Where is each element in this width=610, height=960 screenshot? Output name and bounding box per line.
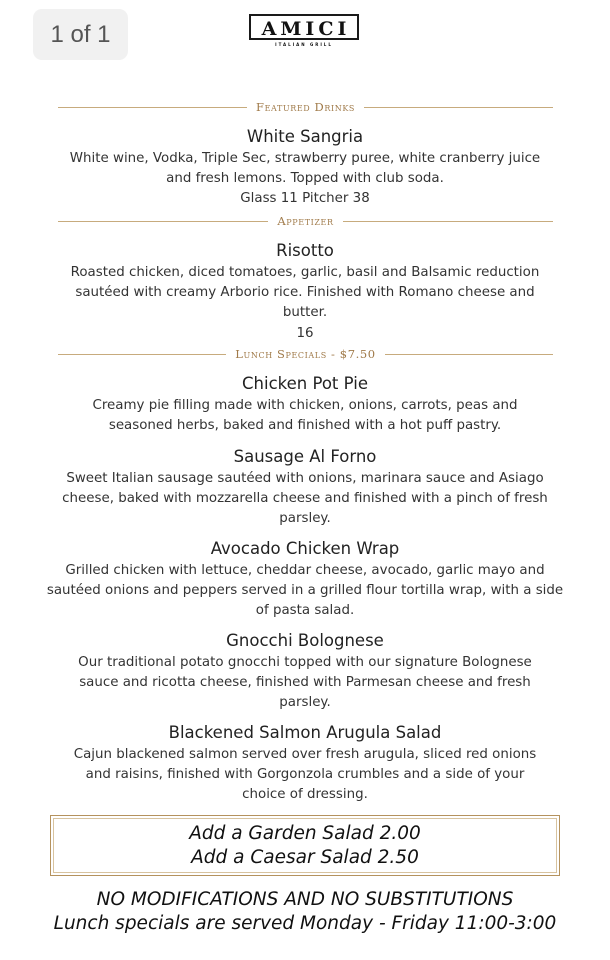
lunch-item — [40, 721, 570, 806]
item-description: Creamy pie filling made with chicken, onions, carrots, peas and seasoned herbs, baked and finished with a hot puff pastry. — [92, 398, 518, 434]
item-name: Blackened Salmon Arugula Salad — [168, 723, 442, 742]
divider-line — [385, 354, 553, 355]
item-description: Cajun blackened salmon served over fresh arugula, sliced red onions and raisins, finished with Gorgonzola crumbles and a side of your choice of dressing. — [73, 747, 537, 803]
item-description: Our traditional potato gnocchi topped with our signature Bolognese sauce and ricotta cheese, finished with Parmesan cheese and fresh parsley. — [78, 655, 532, 711]
salad-addon-box — [50, 815, 560, 876]
item-name: Gnocchi Bolognese — [226, 631, 384, 650]
page-indicator-text: 1 of 1 — [50, 20, 111, 48]
no-substitutions-notice: NO MODIFICATIONS AND NO SUBSTITUTIONS — [96, 889, 514, 910]
item-name: Avocado Chicken Wrap — [210, 539, 400, 558]
section-header-drinks — [58, 99, 553, 115]
item-name: Sausage Al Forno — [233, 447, 377, 466]
section-title: Lunch Specials - $7.50 — [235, 347, 376, 361]
appetizer-item — [40, 239, 570, 344]
item-name: White Sangria — [246, 127, 364, 146]
lunch-item — [40, 372, 570, 436]
logo-tagline: ITALIAN GRILL — [275, 42, 333, 47]
divider-line — [364, 107, 553, 108]
section-header-appetizer — [58, 213, 553, 229]
item-price: 16 — [296, 325, 314, 341]
salad-addon-inner — [53, 818, 557, 873]
lunch-item — [40, 629, 570, 714]
logo-wordmark: AMICI — [249, 14, 359, 40]
item-description: Sweet Italian sausage sautéed with onions, marinara sauce and Asiago cheese, baked with mozzarella cheese and finished with a pinch of fresh parsley. — [62, 471, 548, 527]
section-title: Featured Drinks — [255, 100, 356, 114]
item-description: White wine, Vodka, Triple Sec, strawberry puree, white cranberry juice and fresh lemons. Topped with club soda. — [69, 151, 541, 187]
item-price: Glass 11 Pitcher 38 — [240, 191, 370, 207]
restaurant-logo — [249, 14, 359, 58]
lunch-item — [40, 537, 570, 622]
item-name: Risotto — [276, 241, 334, 260]
item-description: Roasted chicken, diced tomatoes, garlic, basil and Balsamic reduction sautéed with creamy Arborio rice. Finished with Romano cheese and butter. — [70, 265, 540, 321]
item-description: Grilled chicken with lettuce, cheddar cheese, avocado, garlic mayo and sautéed onions and peppers served in a grilled flour tortilla wrap, with a side of pasta salad. — [46, 563, 564, 619]
divider-line — [58, 107, 247, 108]
page-indicator[interactable] — [33, 9, 128, 60]
lunch-item — [40, 445, 570, 530]
addon-garden-salad: Add a Garden Salad 2.00 — [189, 822, 421, 844]
item-name: Chicken Pot Pie — [242, 374, 368, 393]
section-header-lunch — [58, 346, 553, 362]
section-title: Appetizer — [277, 214, 334, 228]
divider-line — [58, 221, 268, 222]
addon-caesar-salad: Add a Caesar Salad 2.50 — [191, 846, 419, 868]
divider-line — [343, 221, 553, 222]
lunch-hours: Lunch specials are served Monday - Friday 11:00-3:00 — [53, 913, 557, 934]
drink-item — [40, 125, 570, 210]
divider-line — [58, 354, 226, 355]
